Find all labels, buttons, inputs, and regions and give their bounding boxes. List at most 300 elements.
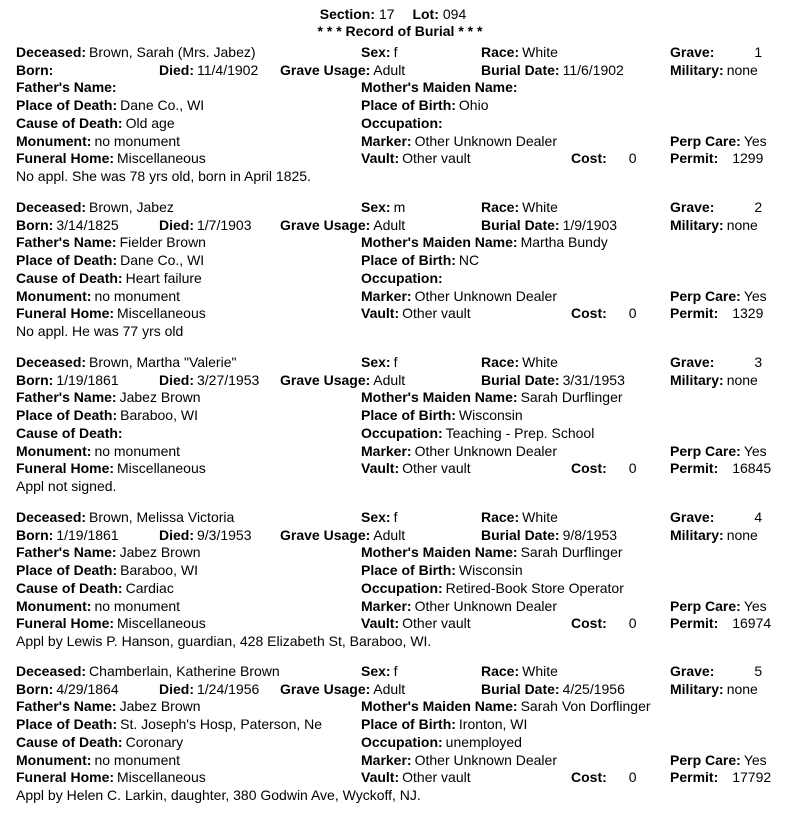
burial-date-field [481, 62, 624, 79]
place-of-death-field [16, 97, 204, 114]
permit-value: 16974 [732, 615, 772, 632]
burial-record [16, 44, 796, 194]
marker-field [361, 133, 557, 150]
funeral-home-field [16, 150, 206, 167]
military-field [670, 62, 758, 79]
occupation-label: Occupation: [361, 733, 443, 750]
burial-date-label: Burial Date: [481, 526, 560, 543]
burial-date-field [481, 217, 617, 234]
grave-label: Grave: [670, 354, 715, 370]
sex-label: Sex: [361, 509, 391, 525]
perp-care-label: Perp Care: [670, 442, 741, 459]
marker-label: Marker: [361, 287, 412, 304]
funeral-home-value: Miscellaneous [117, 769, 206, 786]
perp-care-field [670, 133, 767, 150]
deceased-label: Deceased: [16, 354, 87, 370]
born-label: Born: [16, 216, 54, 233]
marker-label: Marker: [361, 442, 412, 459]
marker-value: Other Unknown Dealer [414, 751, 557, 768]
born-field [16, 217, 119, 234]
mothers-maiden-name-field [361, 79, 521, 96]
place-of-birth-field [361, 562, 523, 579]
occupation-field [361, 734, 522, 751]
grave-usage-value: Adult [373, 526, 406, 543]
funeral-home-label: Funeral Home: [16, 150, 115, 167]
born-field [16, 681, 119, 698]
occupation-label: Occupation: [361, 269, 443, 286]
deceased-value: Brown, Sarah (Mrs. Jabez) [89, 44, 256, 60]
perp-care-label: Perp Care: [670, 597, 741, 614]
cost-label: Cost: [571, 769, 607, 786]
race-value: White [522, 663, 558, 679]
died-label: Died: [159, 61, 194, 78]
fathers-name-field [16, 79, 120, 96]
grave-usage-label: Grave Usage: [280, 61, 371, 78]
perp-care-label: Perp Care: [670, 751, 741, 768]
cost-label: Cost: [571, 615, 607, 632]
sex-field [361, 663, 397, 680]
permit-field [670, 305, 763, 322]
place-of-birth-field [361, 716, 527, 733]
monument-label: Monument: [16, 287, 92, 304]
cause-of-death-label: Cause of Death: [16, 733, 123, 750]
mothers-maiden-name-field [361, 389, 623, 406]
died-field [159, 681, 259, 698]
grave-usage-label: Grave Usage: [280, 216, 371, 233]
place-of-death-label: Place of Death: [16, 252, 118, 269]
monument-value: no monument [94, 287, 181, 304]
mothers-maiden-name-label: Mother's Maiden Name: [361, 234, 518, 251]
marker-label: Marker: [361, 132, 412, 149]
vault-value: Other vault [402, 460, 471, 477]
cause-of-death-field [16, 734, 183, 751]
permit-value: 16845 [732, 460, 772, 477]
cause-of-death-label: Cause of Death: [16, 114, 123, 131]
sex-label: Sex: [361, 354, 391, 370]
mothers-maiden-name-label: Mother's Maiden Name: [361, 698, 518, 715]
died-value: 3/27/1953 [197, 371, 260, 388]
fathers-name-label: Father's Name: [16, 698, 117, 715]
place-of-birth-label: Place of Birth: [361, 97, 456, 114]
vault-label: Vault: [361, 150, 400, 167]
deceased-label: Deceased: [16, 509, 87, 525]
burial-date-value: 1/9/1903 [562, 216, 618, 233]
military-value: none [726, 371, 758, 388]
fathers-name-value: Jabez Brown [119, 544, 201, 561]
military-value: none [726, 61, 758, 78]
place-of-birth-label: Place of Birth: [361, 562, 456, 579]
place-of-death-field [16, 407, 198, 424]
burial-date-value: 4/25/1956 [562, 680, 625, 697]
deceased-value: Brown, Martha "Valerie" [89, 354, 237, 370]
funeral-home-field [16, 615, 206, 632]
cost-label: Cost: [571, 305, 607, 322]
deceased-value: Chamberlain, Katherine Brown [89, 663, 280, 679]
military-value: none [726, 216, 758, 233]
military-field [670, 681, 758, 698]
place-of-death-field [16, 252, 204, 269]
lot-label: Lot: [412, 6, 439, 22]
monument-field [16, 133, 180, 150]
occupation-label: Occupation: [361, 579, 443, 596]
burial-record [16, 509, 796, 659]
funeral-home-field [16, 769, 206, 786]
perp-care-field [670, 598, 767, 615]
occupation-field [361, 580, 624, 597]
permit-value: 17792 [732, 769, 772, 786]
sex-value: f [393, 354, 398, 370]
born-value: 1/19/1861 [56, 526, 119, 543]
sex-value: f [393, 44, 398, 60]
perp-care-label: Perp Care: [670, 287, 741, 304]
burial-record [16, 354, 796, 504]
died-label: Died: [159, 680, 194, 697]
burial-date-label: Burial Date: [481, 61, 560, 78]
occupation-label: Occupation: [361, 114, 443, 131]
cost-value: 0 [628, 769, 637, 786]
mothers-maiden-name-value: Sarah Durflinger [520, 389, 623, 406]
place-of-death-value: Baraboo, WI [120, 407, 198, 424]
perp-care-label: Perp Care: [670, 132, 741, 149]
place-of-death-value: Dane Co., WI [120, 97, 205, 114]
grave-field [670, 199, 762, 216]
grave-field [670, 44, 762, 61]
died-label: Died: [159, 371, 194, 388]
vault-value: Other vault [402, 305, 471, 322]
cost-field [571, 460, 637, 477]
sex-field [361, 44, 397, 61]
vault-field [361, 460, 471, 477]
cost-label: Cost: [571, 460, 607, 477]
place-of-birth-value: Ironton, WI [458, 716, 528, 733]
grave-usage-value: Adult [373, 216, 406, 233]
place-of-birth-value: Wisconsin [458, 562, 523, 579]
permit-field [670, 769, 771, 786]
race-value: White [522, 509, 558, 525]
funeral-home-label: Funeral Home: [16, 305, 115, 322]
cause-of-death-label: Cause of Death: [16, 579, 123, 596]
burial-date-field [481, 527, 617, 544]
sex-label: Sex: [361, 199, 391, 215]
died-field [159, 372, 259, 389]
perp-care-value: Yes [743, 287, 767, 304]
record-title: * * * Record of Burial * * * [317, 23, 483, 39]
military-label: Military: [670, 680, 724, 697]
cost-label: Cost: [571, 150, 607, 167]
deceased-label: Deceased: [16, 663, 87, 679]
mothers-maiden-name-value: Sarah Durflinger [520, 544, 623, 561]
deceased-field [16, 663, 280, 680]
vault-label: Vault: [361, 460, 400, 477]
marker-value: Other Unknown Dealer [414, 287, 557, 304]
race-value: White [522, 199, 558, 215]
funeral-home-value: Miscellaneous [117, 615, 206, 632]
grave-value: 3 [754, 354, 763, 370]
perp-care-value: Yes [743, 442, 767, 459]
monument-value: no monument [94, 442, 181, 459]
fathers-name-field [16, 698, 201, 715]
occupation-value: Teaching - Prep. School [445, 424, 595, 441]
place-of-birth-value: NC [458, 252, 480, 269]
place-of-birth-label: Place of Birth: [361, 716, 456, 733]
military-label: Military: [670, 526, 724, 543]
perp-care-field [670, 752, 767, 769]
deceased-label: Deceased: [16, 44, 87, 60]
fathers-name-field [16, 389, 201, 406]
funeral-home-value: Miscellaneous [117, 460, 206, 477]
vault-label: Vault: [361, 769, 400, 786]
deceased-field [16, 199, 174, 216]
permit-field [670, 150, 763, 167]
lot-value: 094 [442, 6, 467, 22]
permit-label: Permit: [670, 615, 719, 632]
place-of-death-label: Place of Death: [16, 716, 118, 733]
place-of-death-field [16, 716, 322, 733]
mothers-maiden-name-field [361, 544, 623, 561]
fathers-name-label: Father's Name: [16, 79, 117, 96]
monument-label: Monument: [16, 751, 92, 768]
monument-value: no monument [94, 751, 181, 768]
burial-date-label: Burial Date: [481, 680, 560, 697]
burial-date-value: 9/8/1953 [562, 526, 618, 543]
permit-value: 1299 [732, 150, 764, 167]
cause-of-death-field [16, 270, 202, 287]
place-of-death-label: Place of Death: [16, 562, 118, 579]
funeral-home-label: Funeral Home: [16, 460, 115, 477]
grave-field [670, 663, 762, 680]
grave-usage-field [280, 527, 405, 544]
cause-of-death-field [16, 425, 126, 442]
permit-label: Permit: [670, 460, 719, 477]
record-notes: No appl. He was 77 yrs old [16, 322, 184, 339]
burial-record [16, 663, 796, 813]
place-of-birth-value: Ohio [458, 97, 489, 114]
grave-label: Grave: [670, 663, 715, 679]
sex-field [361, 509, 397, 526]
race-value: White [522, 354, 558, 370]
deceased-value: Brown, Melissa Victoria [89, 509, 235, 525]
mothers-maiden-name-label: Mother's Maiden Name: [361, 544, 518, 561]
deceased-value: Brown, Jabez [89, 199, 174, 215]
cause-of-death-label: Cause of Death: [16, 424, 123, 441]
cause-of-death-value: Cardiac [125, 579, 174, 596]
mothers-maiden-name-field [361, 698, 651, 715]
grave-field [670, 509, 762, 526]
grave-usage-field [280, 62, 405, 79]
died-field [159, 527, 252, 544]
sex-value: f [393, 509, 398, 525]
permit-label: Permit: [670, 769, 719, 786]
permit-label: Permit: [670, 305, 719, 322]
mothers-maiden-name-label: Mother's Maiden Name: [361, 79, 518, 96]
burial-date-value: 3/31/1953 [562, 371, 625, 388]
vault-label: Vault: [361, 615, 400, 632]
grave-usage-field [280, 681, 405, 698]
grave-usage-field [280, 217, 405, 234]
vault-field [361, 769, 471, 786]
monument-value: no monument [94, 132, 181, 149]
born-label: Born: [16, 371, 54, 388]
perp-care-value: Yes [743, 597, 767, 614]
place-of-birth-label: Place of Birth: [361, 252, 456, 269]
perp-care-value: Yes [743, 751, 767, 768]
burial-record [16, 199, 796, 349]
fathers-name-label: Father's Name: [16, 544, 117, 561]
occupation-value: unemployed [445, 733, 522, 750]
cause-of-death-value: Heart failure [125, 269, 202, 286]
grave-value: 5 [754, 663, 763, 679]
record-notes: Appl by Helen C. Larkin, daughter, 380 Godwin Ave, Wyckoff, NJ. [16, 786, 421, 803]
place-of-death-value: Dane Co., WI [120, 252, 205, 269]
place-of-death-field [16, 562, 198, 579]
funeral-home-value: Miscellaneous [117, 305, 206, 322]
section-value: 17 [378, 6, 395, 22]
cost-value: 0 [628, 150, 637, 167]
cost-value: 0 [628, 305, 637, 322]
place-of-death-value: St. Joseph's Hosp, Paterson, Ne [120, 716, 323, 733]
died-value: 9/3/1953 [197, 526, 252, 543]
fathers-name-label: Father's Name: [16, 234, 117, 251]
fathers-name-field [16, 544, 201, 561]
cost-value: 0 [628, 460, 637, 477]
perp-care-field [670, 443, 767, 460]
burial-date-value: 11/6/1902 [562, 61, 624, 78]
died-label: Died: [159, 216, 194, 233]
mothers-maiden-name-value: Sarah Von Dorflinger [520, 698, 651, 715]
monument-label: Monument: [16, 442, 92, 459]
marker-field [361, 443, 557, 460]
born-field [16, 62, 56, 79]
born-value: 1/19/1861 [56, 371, 119, 388]
marker-value: Other Unknown Dealer [414, 442, 557, 459]
cause-of-death-value: Old age [125, 114, 175, 131]
grave-usage-label: Grave Usage: [280, 680, 371, 697]
race-label: Race: [481, 199, 520, 215]
fathers-name-label: Father's Name: [16, 389, 117, 406]
born-field [16, 372, 119, 389]
place-of-birth-label: Place of Birth: [361, 407, 456, 424]
page-header [0, 6, 800, 40]
burial-date-label: Burial Date: [481, 216, 560, 233]
record-notes: No appl. She was 78 yrs old, born in April 1825. [16, 167, 311, 184]
cost-field [571, 615, 637, 632]
cost-value: 0 [628, 615, 637, 632]
permit-value: 1329 [732, 305, 764, 322]
place-of-birth-field [361, 97, 488, 114]
military-label: Military: [670, 371, 724, 388]
occupation-label: Occupation: [361, 424, 443, 441]
deceased-field [16, 509, 234, 526]
monument-field [16, 288, 180, 305]
grave-field [670, 354, 762, 371]
occupation-value: Retired-Book Store Operator [445, 579, 624, 596]
monument-field [16, 598, 180, 615]
mothers-maiden-name-label: Mother's Maiden Name: [361, 389, 518, 406]
occupation-field [361, 115, 446, 132]
died-field [159, 217, 252, 234]
cost-field [571, 305, 637, 322]
died-value: 1/24/1956 [197, 680, 260, 697]
grave-usage-value: Adult [373, 680, 406, 697]
military-label: Military: [670, 216, 724, 233]
born-field [16, 527, 119, 544]
military-value: none [726, 680, 758, 697]
burial-date-field [481, 372, 625, 389]
cause-of-death-label: Cause of Death: [16, 269, 123, 286]
vault-field [361, 150, 471, 167]
record-notes: Appl by Lewis P. Hanson, guardian, 428 Elizabeth St, Baraboo, WI. [16, 632, 432, 649]
section-lot-line [0, 6, 800, 23]
born-label: Born: [16, 680, 54, 697]
monument-field [16, 443, 180, 460]
race-field [481, 663, 558, 680]
fathers-name-value: Jabez Brown [119, 698, 201, 715]
permit-field [670, 615, 771, 632]
vault-value: Other vault [402, 615, 471, 632]
military-field [670, 372, 758, 389]
vault-field [361, 615, 471, 632]
sex-field [361, 199, 405, 216]
born-label: Born: [16, 61, 54, 78]
funeral-home-field [16, 460, 206, 477]
marker-value: Other Unknown Dealer [414, 597, 557, 614]
cost-field [571, 769, 637, 786]
died-field [159, 62, 258, 79]
record-notes: Appl not signed. [16, 477, 117, 494]
deceased-label: Deceased: [16, 199, 87, 215]
cause-of-death-value: Coronary [125, 733, 184, 750]
marker-value: Other Unknown Dealer [414, 132, 557, 149]
section-label: Section: [319, 6, 375, 22]
grave-label: Grave: [670, 199, 715, 215]
grave-value: 2 [754, 199, 763, 215]
burial-date-label: Burial Date: [481, 371, 560, 388]
sex-value: m [393, 199, 406, 215]
grave-usage-field [280, 372, 405, 389]
born-value: 3/14/1825 [56, 216, 119, 233]
died-value: 1/7/1903 [197, 216, 252, 233]
vault-field [361, 305, 471, 322]
mothers-maiden-name-field [361, 234, 608, 251]
perp-care-value: Yes [743, 132, 767, 149]
fathers-name-value: Fielder Brown [119, 234, 206, 251]
fathers-name-field [16, 234, 206, 251]
grave-value: 1 [754, 44, 763, 60]
race-field [481, 354, 558, 371]
vault-label: Vault: [361, 305, 400, 322]
marker-field [361, 598, 557, 615]
race-label: Race: [481, 509, 520, 525]
funeral-home-field [16, 305, 206, 322]
monument-field [16, 752, 180, 769]
deceased-field [16, 354, 236, 371]
occupation-field [361, 270, 446, 287]
monument-label: Monument: [16, 132, 92, 149]
grave-label: Grave: [670, 509, 715, 525]
military-field [670, 217, 758, 234]
permit-field [670, 460, 771, 477]
grave-usage-label: Grave Usage: [280, 526, 371, 543]
race-label: Race: [481, 354, 520, 370]
marker-label: Marker: [361, 597, 412, 614]
burial-date-field [481, 681, 625, 698]
military-field [670, 527, 758, 544]
vault-value: Other vault [402, 769, 471, 786]
place-of-birth-field [361, 252, 479, 269]
deceased-field [16, 44, 256, 61]
marker-field [361, 288, 557, 305]
race-value: White [522, 44, 558, 60]
